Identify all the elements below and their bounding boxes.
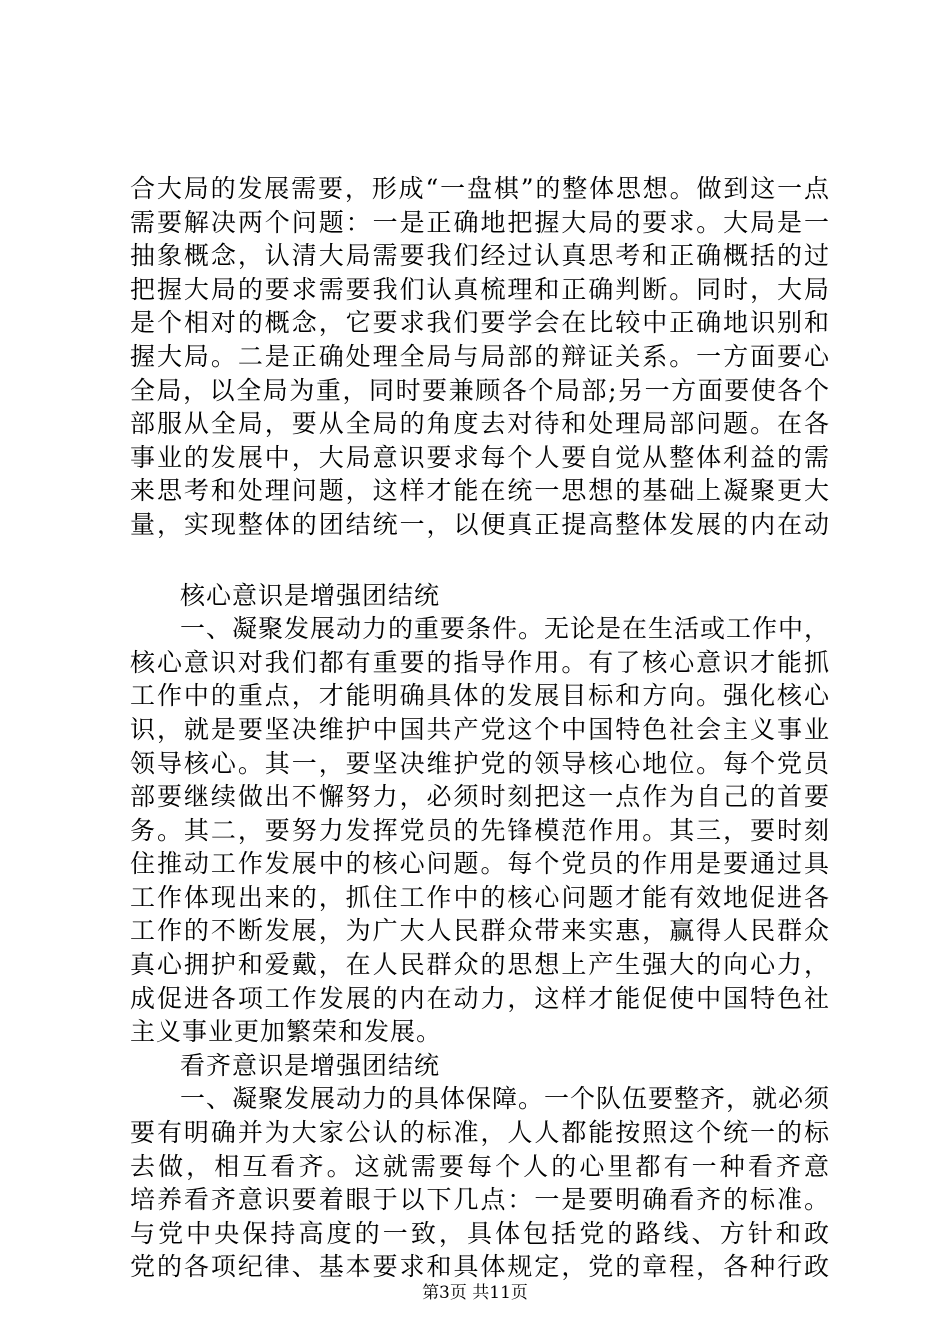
text-line: 工作的不断发展，为广大人民群众带来实惠，赢得人民群众 [130, 916, 830, 946]
text-line: 工作中的重点，才能明确具体的发展目标和方向。强化核心 [130, 681, 830, 711]
text-line: 抽象概念，认清大局需要我们经过认真思考和正确概括的过 [130, 241, 830, 271]
text-line: 合大局的发展需要，形成“一盘棋”的整体思想。做到这一点 [130, 174, 830, 203]
text-line: 要有明确并为大家公认的标准，人人都能按照这个统一的标 [130, 1118, 830, 1148]
text-line: 党的各项纪律、基本要求和具体规定，党的章程，各种行政 [130, 1252, 830, 1282]
paragraph-dajuyishi [130, 172, 830, 542]
text-line: 与党中央保持高度的一致，具体包括党的路线、方针和政 [130, 1218, 830, 1248]
paragraph-kanqiyishi [130, 1116, 830, 1284]
text-line: 真心拥护和爱戴，在人民群众的思想上产生强大的向心力， [130, 950, 830, 980]
page-number-footer: 第3页 共11页 [422, 1283, 528, 1303]
paragraph-first-line: 一、凝聚发展动力的重要条件。无论是在生活或工作中， [180, 614, 830, 644]
text-line: 握大局。二是正确处理全局与局部的辩证关系。一方面要心 [130, 341, 830, 371]
text-line: 住推动工作发展中的核心问题。每个党员的作用是要通过具 [130, 849, 830, 879]
text-line: 需要解决两个问题：一是正确地把握大局的要求。大局是一 [130, 207, 830, 237]
text-line: 工作体现出来的，抓住工作中的核心问题才能有效地促进各 [130, 882, 830, 912]
text-line: 成促进各项工作发展的内在动力，这样才能促使中国特色社 [130, 983, 830, 1013]
document-body [130, 172, 830, 1284]
paragraph-gap [130, 542, 830, 579]
paragraph-hexinyishi [130, 646, 830, 1016]
text-line: 全局，以全局为重，同时要兼顾各个局部;另一方面要使各个 [130, 375, 830, 405]
heading-hexinyishi: 核心意识是增强团结统 [180, 580, 441, 610]
text-line: 培养看齐意识要着眼于以下几点：一是要明确看齐的标准。 [130, 1185, 830, 1215]
paragraph-last-line: 主义事业更加繁荣和发展。 [130, 1017, 443, 1047]
text-line: 部要继续做出不懈努力，必须时刻把这一点作为自己的首要 [130, 782, 830, 812]
heading-kanqiyishi: 看齐意识是增强团结统 [180, 1050, 441, 1080]
text-line: 部服从全局，要从全局的角度去对待和处理局部问题。在各 [130, 409, 830, 439]
text-line: 去做，相互看齐。这就需要每个人的心里都有一种看齐意 [130, 1151, 830, 1181]
text-line: 把握大局的要求需要我们认真梳理和正确判断。同时，大局 [130, 274, 830, 304]
text-line: 量，实现整体的团结统一，以便真正提高整体发展的内在动 [130, 509, 830, 539]
text-line: 来思考和处理问题，这样才能在统一思想的基础上凝聚更大 [130, 476, 830, 506]
paragraph-first-line: 一、凝聚发展动力的具体保障。一个队伍要整齐，就必须 [180, 1084, 830, 1114]
text-line: 是个相对的概念，它要求我们要学会在比较中正确地识别和 [130, 308, 830, 338]
text-line: 识，就是要坚决维护中国共产党这个中国特色社会主义事业 [130, 714, 830, 744]
text-line: 事业的发展中，大局意识要求每个人要自觉从整体利益的需 [130, 442, 830, 472]
text-line: 核心意识对我们都有重要的指导作用。有了核心意识才能抓 [130, 647, 830, 677]
text-line: 务。其二，要努力发挥党员的先锋模范作用。其三，要时刻 [130, 815, 830, 845]
text-line: 领导核心。其一，要坚决维护党的领导核心地位。每个党员 [130, 748, 830, 778]
